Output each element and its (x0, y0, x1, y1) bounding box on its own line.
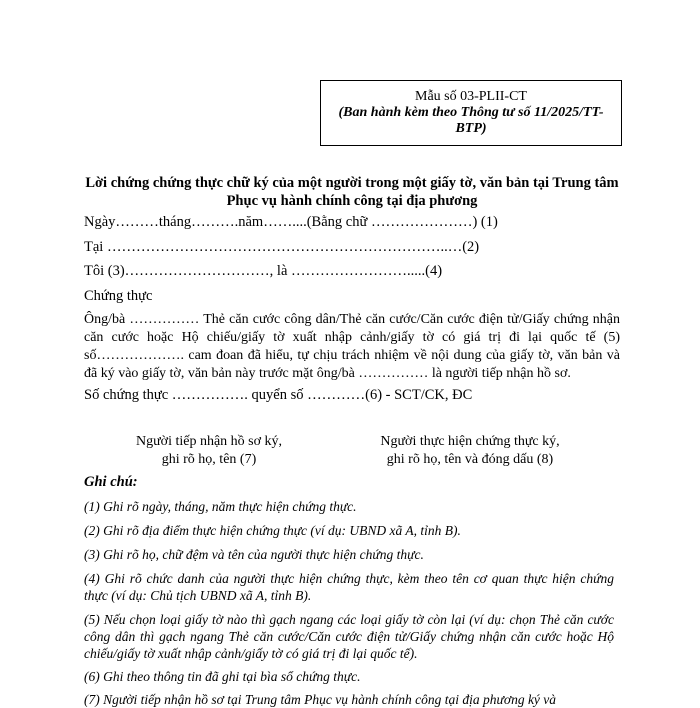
form-code: Mẫu số 03-PLII-CT (415, 89, 527, 104)
receiver-signature-block (104, 433, 314, 469)
notes-title: Ghi chú: (84, 474, 138, 490)
note-item: (4) Ghi rõ chức danh của người thực hiện chứng thực, kèm theo tên cơ quan thực hiện chứng thực (ví dụ: Chủ tịch UBND xã A, tỉnh B). (84, 571, 614, 603)
note-item: (6) Ghi theo thông tin đã ghi tại bìa sổ chứng thực. (84, 669, 361, 684)
note-item: (3) Ghi rõ họ, chữ đệm và tên của người thực hiện chứng thực. (84, 547, 424, 562)
issued-note: (Ban hành kèm theo Thông tư số 11/2025/TT-BTP) (338, 105, 604, 136)
certifier-signature-line2: ghi rõ họ, tên và đóng dấu (8) (386, 452, 554, 467)
form-code-box (320, 80, 622, 146)
note-item: (1) Ghi rõ ngày, tháng, năm thực hiện chứng thực. (84, 499, 357, 514)
certifier-signature-block (340, 433, 600, 469)
officer-line: Tôi (3)…………………………, là …………………….....(4) (84, 263, 443, 279)
note-item: (2) Ghi rõ địa điểm thực hiện chứng thực (ví dụ: UBND xã A, tỉnh B). (84, 523, 461, 538)
certify-label: Chứng thực (84, 288, 153, 304)
cert-number-line: Số chứng thực ……………. quyển số …………(6) - SCT/CK, ĐC (84, 387, 473, 403)
body-paragraph: Ông/bà …………… Thẻ căn cước công dân/Thẻ căn cước/Căn cước điện tử/Giấy chứng nhận căn cước hoặc Hộ chiếu/giấy tờ xuất nhập cảnh/giấy tờ có giá trị đi lại quốc tế (5) số………………. cam đoan đã hiểu, tự chịu trách nhiệm về nội dung của giấy tờ, văn bản và đã ký vào giấy tờ, văn bản này trước mặt ông/bà …………… là người tiếp nhận hồ sơ. (84, 312, 620, 381)
date-line: Ngày………tháng……….năm……....(Bằng chữ …………………) (1) (84, 214, 498, 230)
receiver-signature-line2: ghi rõ họ, tên (7) (161, 452, 257, 467)
place-line: Tại ……………………………………………………………..…(2) (84, 239, 480, 255)
receiver-signature-line1: Người tiếp nhận hồ sơ ký, (135, 434, 283, 449)
note-item: (5) Nếu chọn loại giấy tờ nào thì gạch ngang các loại giấy tờ còn lại (ví dụ: chọn Thẻ căn cước công dân thì gạch ngang Thẻ căn cước/Căn cước điện tử/Giấy chứng nhận căn cước hoặc Hộ chiếu/giấy tờ xuất nhập cảnh/giấy tờ có giá trị đi lại quốc tế). (84, 612, 614, 661)
document-title: Lời chứng chứng thực chữ ký của một người trong một giấy tờ, văn bản tại Trung tâm Phục vụ hành chính công tại địa phương (85, 175, 619, 209)
note-item: (7) Người tiếp nhận hồ sơ tại Trung tâm Phục vụ hành chính công tại địa phương ký và (84, 692, 557, 707)
certifier-signature-line1: Người thực hiện chứng thực ký, (380, 434, 560, 449)
